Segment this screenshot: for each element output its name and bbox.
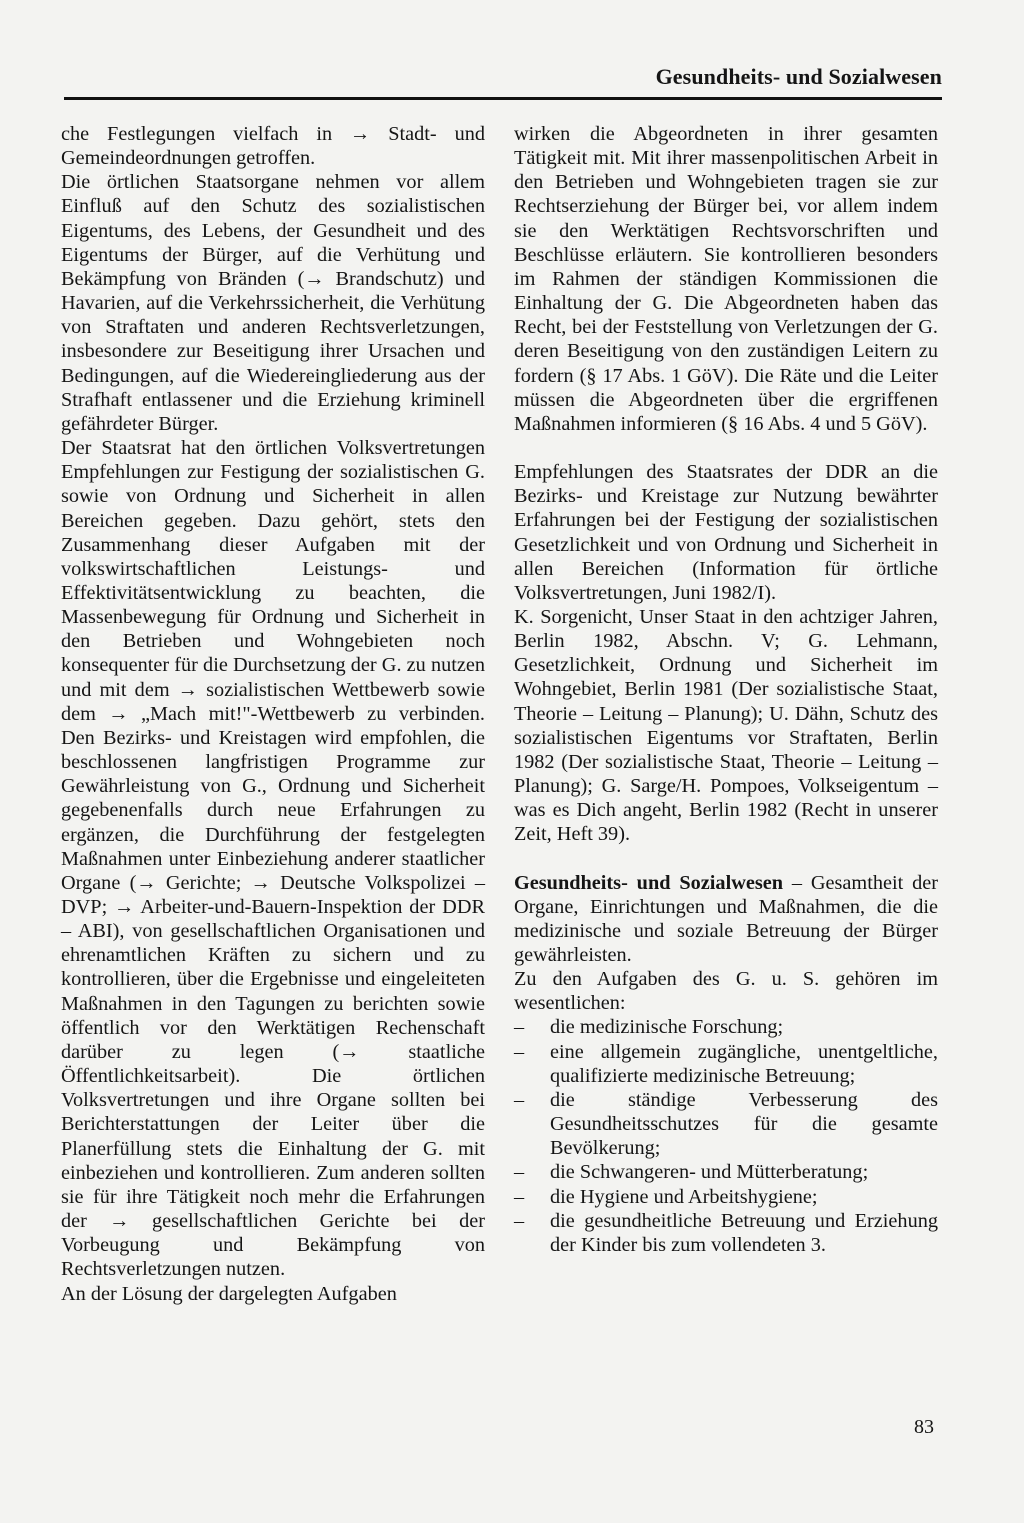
paragraph: An der Lösung der dargelegten Aufgaben — [61, 1282, 397, 1305]
lexicon-entry — [514, 871, 938, 968]
list-item: – die Hygiene und Arbeitshygiene; — [514, 1185, 938, 1209]
entry-intro: Zu den Aufgaben des G. u. S. gehören im wesentlichen: — [514, 968, 938, 1015]
list-item: – die Schwangeren- und Mütterberatung; — [514, 1160, 938, 1184]
list-item: – die ständige Verbesserung des Gesundheitsschutzes für die gesamte Bevölkerung; — [514, 1088, 938, 1160]
list-item: – eine allgemein zugängliche, unentgeltliche, qualifizierte medizinische Betreuung; — [514, 1040, 938, 1088]
reference-text: Empfehlungen des Staatsrates der DDR an die Bezirks- und Kreistage zur Nutzung bewährter Erfahrungen bei der Festigung der sozialistischen Gesetzlichkeit und von Ordnung und Sicherheit in allen Bereichen (Information für örtliche Volksvertretungen, Juni 1982/I). — [514, 461, 938, 604]
entry-headword: Gesundheits- und Sozialwesen — [514, 871, 784, 894]
list-item: – die medizinische Forschung; — [514, 1015, 938, 1039]
running-header: Gesundheits- und Sozialwesen — [655, 64, 942, 89]
paragraph: che Festlegungen vielfach in → Stadt- und Gemeindeordnungen getroffen. — [61, 123, 485, 170]
page-number: 83 — [914, 1416, 934, 1438]
left-column — [61, 122, 485, 1306]
reference-text: K. Sorgenicht, Unser Staat in den achtziger Jahren, Berlin 1982, Abschn. V; G. Lehmann, Gesetzlichkeit, Ordnung und Sicherheit im Wohngebiet, Berlin 1981 (Der sozialistische Staat, Theorie – Leitung – Planung); U. Dähn, Schutz des sozialistischen Eigentums vor Straftaten, Berlin 1982 (Der sozialistische Staat, Theorie – Leitung – Planung); G. Sarge/H. Pompoes, Volkseigentum – was es Dich angeht, Berlin 1982 (Recht in unserer Zeit, Heft 39). — [514, 605, 938, 846]
paragraph: wirken die Abgeordneten in ihrer gesamten Tätigkeit mit. Mit ihrer massenpolitischen Arbeit in den Betrieben und Wohngebieten tragen sie zur Rechtserziehung der Bürger bei, vor allem indem sie den Werktätigen Rechtsvorschriften und Beschlüsse erläutern. Sie kontrollieren besonders im Rahmen der ständigen Kommissionen die Einhaltung der G. Die Abgeordneten haben das Recht, bei der Feststellung von Verletzungen der G. deren Beseitigung von den zuständigen Leitern zu fordern (§ 17 Abs. 1 GöV). Die Räte und die Leiter müssen die Abgeordneten über die ergriffenen Maßnahmen informieren (§ 16 Abs. 4 und 5 GöV). — [514, 123, 938, 435]
paragraph: Die örtlichen Staatsorgane nehmen vor allem Einfluß auf den Schutz des sozialistischen Eigentums, des Lebens, der Gesundheit und des Eigentums der Bürger, auf die Verhütung und Bekämpfung von Bränden (→ Brandschutz) und Havarien, auf die Verkehrssicherheit, die Verhütung von Straftaten und anderen Rechtsverletzungen, insbesondere zur Beseitigung ihrer Ursachen und Bedingungen, auf die Wiedereingliederung aus der Strafhaft entlassener und die Erziehung kriminell gefährdeter Bürger. — [61, 171, 485, 435]
right-column — [514, 122, 938, 1257]
entry-definition: – Gesamtheit der Organe, Einrichtungen und Maßnahmen, die die medizinische und soziale Betreuung der Bürger gewährleisten. — [514, 871, 938, 966]
list-item: – die gesundheitliche Betreuung und Erziehung der Kinder bis zum vollendeten 3. — [514, 1209, 938, 1257]
task-list — [514, 1015, 938, 1257]
paragraph: Der Staatsrat hat den örtlichen Volksvertretungen Empfehlungen zur Festigung der sozialistischen G. sowie von Ordnung und Sicherheit in allen Bereichen gegeben. Dazu gehört, stets den Zusammenhang dieser Aufgaben mit der volkswirtschaftlichen Leistungs- und Effektivitätsentwicklung zu beachten, die Massenbewegung für Ordnung und Sicherheit in den Betrieben und Wohngebieten noch konsequenter für die Durchsetzung der G. zu nutzen und mit dem → sozialistischen Wettbewerb sowie dem → „Mach mit!"-Wettbewerb zu verbinden. Den Bezirks- und Kreistagen wird empfohlen, die beschlossenen langfristigen Programme zur Gewährleistung von G., Ordnung und Sicherheit gegebenenfalls durch neue Erfahrungen zu ergänzen, die Durchführung der festgelegten Maßnahmen unter Einbeziehung anderer staatlicher Organe (→ Gerichte; → Deutsche Volkspolizei – DVP; → Arbeiter-und-Bauern-Inspektion der DDR – ABI), von gesellschaftlichen Organisationen und ehrenamtlichen Kräften zu sichern und zu kontrollieren, über die Ergebnisse und eingeleiteten Maßnahmen in den Tagungen zu berichten sowie öffentlich vor den Werktätigen Rechenschaft darüber zu legen (→ staatliche Öffentlichkeitsarbeit). Die örtlichen Volksvertretungen und ihre Organe sollten bei Berichterstattungen der Leiter über die Planerfüllung stets die Einhaltung der G. mit einbeziehen und kontrollieren. Zum anderen sollten sie für ihre Tätigkeit noch mehr die Erfahrungen der → gesellschaftlichen Gerichte bei der Vorbeugung und Bekämpfung von Rechtsverletzungen nutzen. — [61, 437, 485, 1281]
header-rule — [64, 97, 942, 100]
